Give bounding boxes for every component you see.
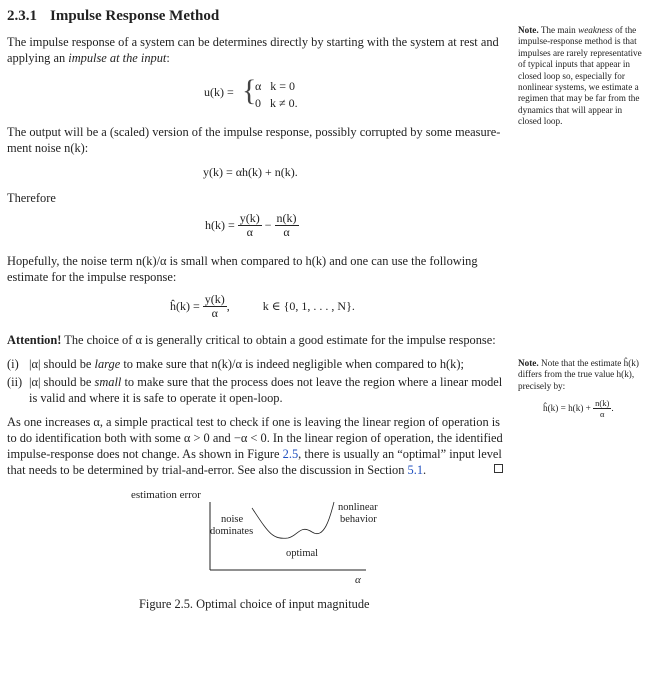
figure-2-5	[120, 480, 420, 590]
attention-paragraph: Attention! The choice of α is generally critical to obtain a good estimate for the impulse response:	[7, 333, 496, 347]
error-curve	[252, 502, 334, 538]
list-item: (ii) |α| should be small to make sure that the process does not leave the region where a linear model is valid and where it is safe to operate it open-loop.	[7, 375, 503, 405]
brace: {	[242, 74, 257, 107]
figure-ylabel: estimation error	[131, 489, 201, 501]
figure-xlabel: α	[355, 574, 361, 586]
nonlinear-label-2: behavior	[340, 514, 377, 525]
side-note-2: Note. Note that the estimate ĥ(k) differs from the true value h(k), precisely by:	[518, 358, 639, 391]
noise-label-1: noise	[221, 514, 244, 525]
therefore-text: Therefore	[7, 191, 56, 205]
output-paragraph: The output will be a (scaled) version of the impulse response, possibly corrupted by some measure- ment noise n(k):	[7, 125, 501, 155]
section-link[interactable]: 5.1	[407, 463, 424, 477]
equation-y: y(k) = αh(k) + n(k).	[203, 165, 298, 179]
optimal-label: optimal	[286, 548, 319, 559]
side-note-2-equation: ĥ(k) = h(k) + $\frac{n(k)}{\alpha}$ .	[543, 398, 614, 419]
qed-box	[494, 464, 503, 473]
figure-link[interactable]: 2.5	[282, 447, 299, 461]
equation-hhat: ĥ(k) = $\frac{y(k)}{\alpha}$ , k ∈ {0, 1, . . . , N}.	[170, 292, 355, 320]
intro-line-1: The impulse response of a system can be determines directly by starting with the system at rest and	[7, 35, 499, 49]
section-number: 2.3.1	[7, 8, 37, 24]
section-title: Impulse Response Method	[50, 8, 220, 24]
list-item: (i) |α| should be large to make sure that n(k)/α is indeed negligible when compared to h(k);	[7, 357, 464, 371]
item-list	[7, 356, 512, 406]
side-note-1: Note. The main weakness of the impulse-response method is that impulses are rarely representative of typical inputs that appear in closed loop so, especially for nonlinear systems, we estimate a regimen that may be far from the dynamics that will appear in closed loop.	[518, 25, 642, 127]
equation-h: h(k) = $\frac{y(k)}{\alpha}$ − $\frac{n(k)}{\alpha}$	[205, 211, 297, 239]
nonlinear-label-1: nonlinear	[338, 502, 378, 513]
section-heading	[7, 8, 219, 25]
intro-paragraph	[7, 34, 507, 66]
hopefully-paragraph: Hopefully, the noise term n(k)/α is small when compared to h(k) and one can use the following estimate for the impulse response:	[7, 254, 478, 284]
equation-u: u(k) =	[204, 85, 234, 99]
noise-label-2: dominates	[210, 526, 254, 537]
equation-u-cases: α k = 0 0 k ≠ 0.	[255, 79, 298, 110]
intro-line-2: applying an impulse at the input:	[7, 51, 170, 65]
figure-caption: Figure 2.5. Optimal choice of input magnitude	[139, 597, 370, 611]
practical-paragraph: As one increases α, a simple practical test to check if one is leaving the linear region of operation is to do identification both with some α > 0 and −α < 0. In the linear region of operation, the identified impulse-response does not change. As shown in Figure 2.5, there is usually an “optimal” input level that needs to be determined by trial-and-error. See also the discussion in Section 5.1.	[7, 415, 503, 477]
